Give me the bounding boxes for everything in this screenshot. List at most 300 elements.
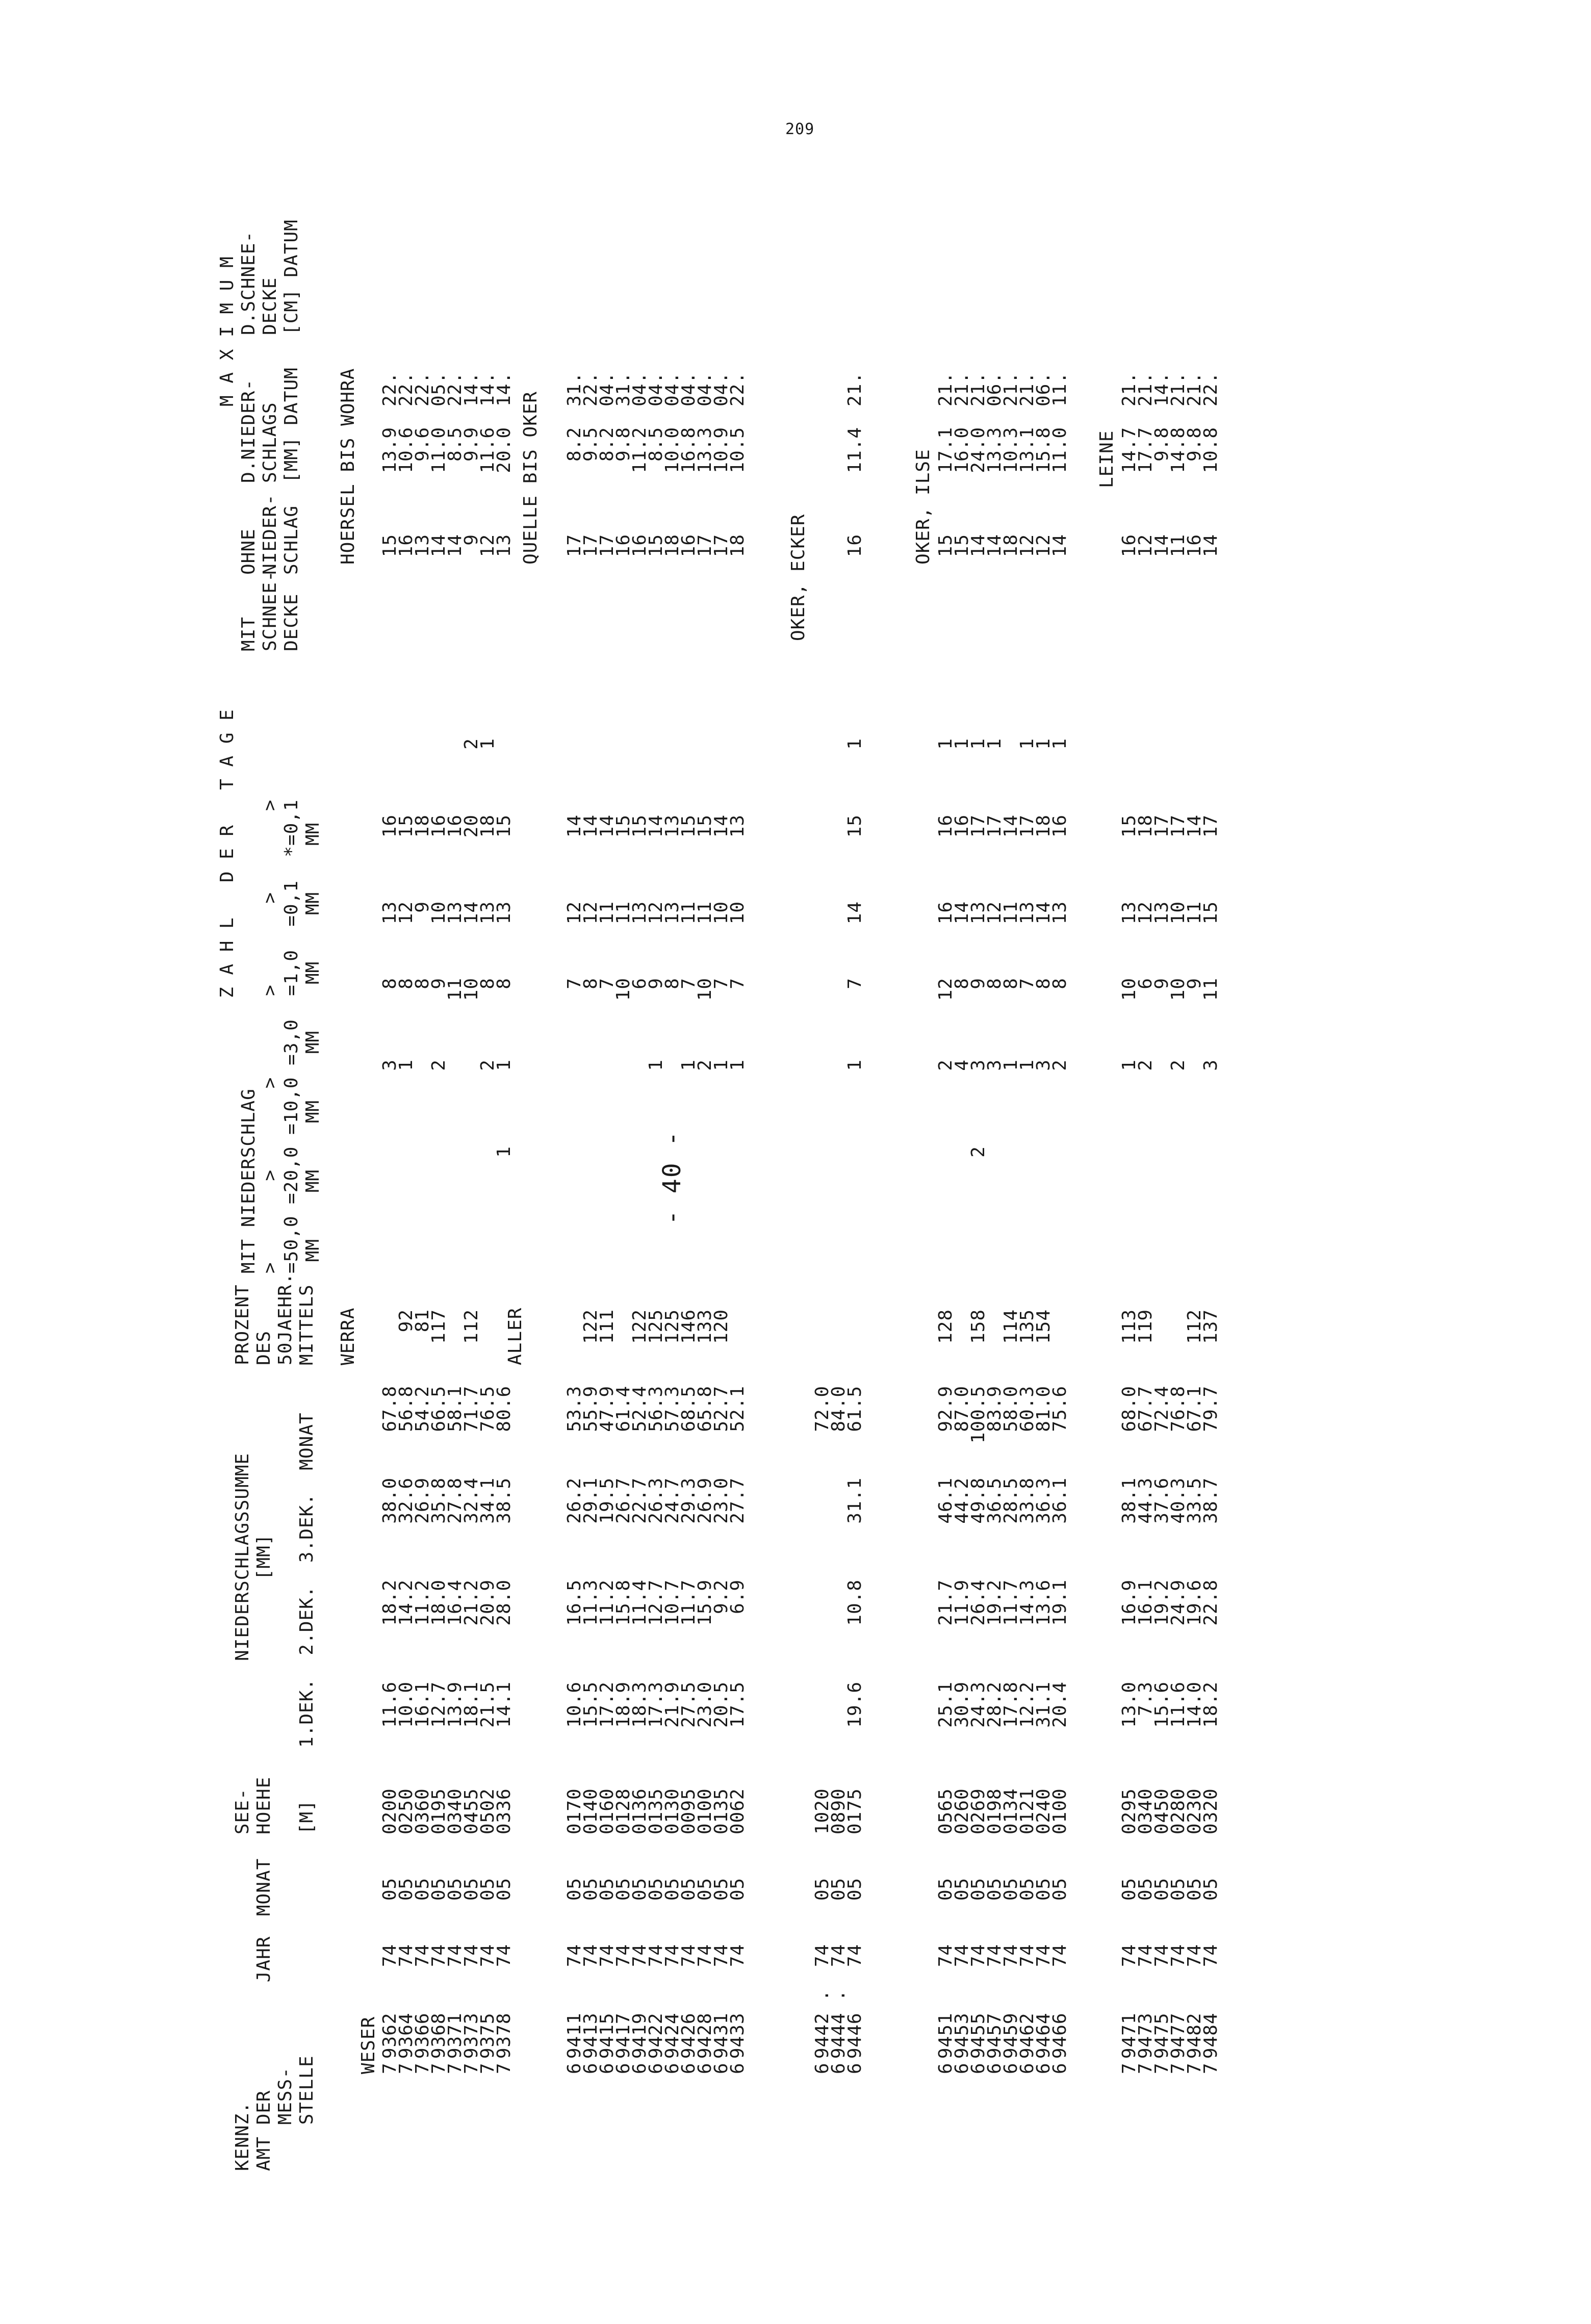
cell-d3: 29.3 xyxy=(678,1477,699,1524)
cell-yr: 74 xyxy=(984,1944,1005,1967)
cell-yr: 74 xyxy=(1017,1944,1038,1967)
cell-d1: 21.5 xyxy=(477,1681,498,1728)
cell-g10: 2 xyxy=(477,1059,498,1071)
cell-hoe: 0100 xyxy=(1049,1788,1070,1834)
cell-mon: 52.4 xyxy=(629,1386,650,1432)
cell-st: 9462 xyxy=(1017,2012,1038,2059)
cell-mo: 05 xyxy=(445,1877,466,1901)
cell-d2: 20.9 xyxy=(477,1579,498,1626)
cell-hoe: 0340 xyxy=(1135,1788,1156,1834)
cell-d1: 30.9 xyxy=(952,1681,972,1728)
cell-d1: 14.1 xyxy=(494,1681,515,1728)
cell-d2: 19.6 xyxy=(1184,1579,1205,1626)
cell-g10: 1 xyxy=(1119,1059,1140,1071)
cell-g1: 11 xyxy=(678,901,699,925)
cell-gm: 1 xyxy=(984,738,1005,750)
cell-hoe: 0135 xyxy=(711,1788,732,1834)
cell-g3: 8 xyxy=(494,978,515,989)
cell-d3: 38.1 xyxy=(1119,1477,1140,1524)
cell-mxn: 13.9 xyxy=(379,427,400,473)
cell-g3: 7 xyxy=(678,978,699,989)
cell-hoe: 0230 xyxy=(1184,1788,1205,1834)
cell-mo: 05 xyxy=(727,1877,748,1901)
cell-d2: 19.2 xyxy=(1151,1579,1172,1626)
cell-mo: 05 xyxy=(935,1877,956,1901)
cell-hoe: 0200 xyxy=(379,1788,400,1834)
cell-d1: 15.5 xyxy=(580,1681,601,1728)
cell-mxnd: 21. xyxy=(1000,371,1021,406)
cell-amt: 7 xyxy=(396,2062,417,2074)
cell-yr: 74 xyxy=(678,1944,699,1967)
cell-d3: 32.6 xyxy=(396,1477,417,1524)
cell-amt: 7 xyxy=(1200,2062,1221,2074)
cell-d3: 29.1 xyxy=(580,1477,601,1524)
cell-oh: 15 xyxy=(935,534,956,557)
cell-oh: 15 xyxy=(952,534,972,557)
max-region-label: QUELLE BIS OKER xyxy=(520,391,541,565)
cell-d1: 12.7 xyxy=(428,1681,449,1728)
cell-g1: 12 xyxy=(1135,901,1156,925)
cell-g3: 7 xyxy=(711,978,732,989)
cell-hoe: 0240 xyxy=(1033,1788,1054,1834)
cell-d1: 24.3 xyxy=(968,1681,989,1728)
cell-g1: 13 xyxy=(1049,901,1070,925)
cell-yr: 74 xyxy=(412,1944,433,1967)
cell-g01: 18 xyxy=(412,814,433,838)
cell-mo: 05 xyxy=(580,1877,601,1901)
cell-hoe: 0336 xyxy=(494,1788,515,1834)
cell-g1: 11 xyxy=(695,901,715,925)
cell-yr: 74 xyxy=(597,1944,618,1967)
cell-st: 9446 xyxy=(844,2012,865,2059)
cell-g3: 9 xyxy=(646,978,666,989)
cell-mxn: 10.3 xyxy=(1000,427,1021,473)
cell-d2: 24.9 xyxy=(1168,1579,1189,1626)
cell-mxn: 9.8 xyxy=(613,427,634,462)
cell-g10: 3 xyxy=(1200,1059,1221,1071)
cell-g01: 15 xyxy=(695,814,715,838)
cell-d3: 36.3 xyxy=(1033,1477,1054,1524)
cell-hoe: 0280 xyxy=(1168,1788,1189,1834)
cell-g1: 10 xyxy=(711,901,732,925)
cell-d3: 24.7 xyxy=(662,1477,683,1524)
cell-mon: 66.5 xyxy=(428,1386,449,1432)
cell-mon: 68.5 xyxy=(678,1386,699,1432)
cell-d3: 38.7 xyxy=(1200,1477,1221,1524)
cell-g3: 8 xyxy=(1000,978,1021,989)
cell-d1: 20.4 xyxy=(1049,1681,1070,1728)
cell-g1: 11 xyxy=(1184,901,1205,925)
cell-st: 9422 xyxy=(646,2012,666,2059)
cell-yr: 74 xyxy=(968,1944,989,1967)
cell-amt: 6 xyxy=(678,2062,699,2074)
cell-amt: 7 xyxy=(428,2062,449,2074)
cell-amt: 6 xyxy=(952,2062,972,2074)
region-label: ALLER xyxy=(505,1307,526,1365)
cell-mo: 05 xyxy=(1000,1877,1021,1901)
cell-d3: 36.5 xyxy=(984,1477,1005,1524)
cell-hoe: 0140 xyxy=(580,1788,601,1834)
cell-mon: 60.3 xyxy=(1017,1386,1038,1432)
cell-d3: 26.2 xyxy=(564,1477,585,1524)
cell-d1: 28.2 xyxy=(984,1681,1005,1728)
cell-d3: 44.3 xyxy=(1135,1477,1156,1524)
cell-yr: 74 xyxy=(646,1944,666,1967)
cell-mxnd: 21. xyxy=(844,371,865,406)
cell-amt: 7 xyxy=(1184,2062,1205,2074)
cell-mxnd: 06. xyxy=(984,371,1005,406)
cell-hoe: 0095 xyxy=(678,1788,699,1834)
cell-mon: 53.3 xyxy=(564,1386,585,1432)
cell-g01: 15 xyxy=(678,814,699,838)
cell-d1: 13.0 xyxy=(1119,1681,1140,1728)
cell-d3: 26.9 xyxy=(412,1477,433,1524)
cell-amt: 6 xyxy=(711,2062,732,2074)
cell-oh: 17 xyxy=(597,534,618,557)
cell-st: 9419 xyxy=(629,2012,650,2059)
cell-hoe: 0890 xyxy=(828,1788,849,1834)
cell-amt: 6 xyxy=(613,2062,634,2074)
cell-yr: 74 xyxy=(629,1944,650,1967)
table-row xyxy=(1050,0,1070,2324)
cell-g01: 17 xyxy=(1168,814,1189,838)
cell-pct: 119 xyxy=(1135,1309,1156,1344)
cell-oh: 12 xyxy=(1135,534,1156,557)
cell-st: 9459 xyxy=(1000,2012,1021,2059)
cell-yr: 74 xyxy=(428,1944,449,1967)
cell-hoe: 0260 xyxy=(952,1788,972,1834)
header-percent: PROZENT DES 50JAEHR. MITTELS xyxy=(232,1272,317,1365)
cell-oh: 16 xyxy=(629,534,650,557)
cell-mo: 05 xyxy=(844,1877,865,1901)
cell-mxn: 8.2 xyxy=(597,427,618,462)
cell-mo: 05 xyxy=(646,1877,666,1901)
cell-st: 9373 xyxy=(461,2012,482,2059)
cell-g1: 13 xyxy=(1151,901,1172,925)
cell-yr: 74 xyxy=(494,1944,515,1967)
cell-d1: 17.3 xyxy=(646,1681,666,1728)
header-ohne: OHNE NIEDER- SCHLAG xyxy=(238,494,302,575)
table-row xyxy=(845,0,865,2324)
cell-hoe: 0340 xyxy=(445,1788,466,1834)
cell-d3: 38.0 xyxy=(379,1477,400,1524)
cell-yr: 74 xyxy=(1135,1944,1156,1967)
cell-d3: 26.3 xyxy=(646,1477,666,1524)
cell-pct: 114 xyxy=(1000,1309,1021,1344)
cell-mxn: 11.0 xyxy=(428,427,449,473)
cell-mxn: 10.9 xyxy=(711,427,732,473)
cell-g3: 8 xyxy=(1033,978,1054,989)
cell-g10: 3 xyxy=(984,1059,1005,1071)
cell-d1: 7.3 xyxy=(1135,1681,1156,1717)
cell-mo: 05 xyxy=(1049,1877,1070,1901)
cell-g3: 7 xyxy=(564,978,585,989)
cell-mo: 05 xyxy=(597,1877,618,1901)
cell-mxn: 17.1 xyxy=(935,427,956,473)
cell-mon: 57.3 xyxy=(662,1386,683,1432)
cell-st: 9366 xyxy=(412,2012,433,2059)
cell-mon: 61.4 xyxy=(613,1386,634,1432)
cell-d1: 20.5 xyxy=(711,1681,732,1728)
cell-d3: 26.9 xyxy=(695,1477,715,1524)
table-row xyxy=(494,0,515,2324)
cell-st: 9375 xyxy=(477,2012,498,2059)
cell-g10: 1 xyxy=(396,1059,417,1071)
cell-hoe: 0121 xyxy=(1017,1788,1038,1834)
cell-d1: 17.2 xyxy=(597,1681,618,1728)
cell-d2: 22.8 xyxy=(1200,1579,1221,1626)
cell-mxnd: 05. xyxy=(428,371,449,406)
cell-pct: 92 xyxy=(396,1309,417,1333)
cell-d1: 15.6 xyxy=(1151,1681,1172,1728)
cell-hoe: 0062 xyxy=(727,1788,748,1834)
cell-g01: 14 xyxy=(646,814,666,838)
cell-g10: 2 xyxy=(1168,1059,1189,1071)
cell-d1: 25.1 xyxy=(935,1681,956,1728)
cell-gm: 2 xyxy=(461,738,482,750)
cell-mon: 52.7 xyxy=(711,1386,732,1432)
cell-hoe: 0160 xyxy=(597,1788,618,1834)
cell-st: 9364 xyxy=(396,2012,417,2059)
cell-mxnd: 22. xyxy=(396,371,417,406)
cell-amt: 6 xyxy=(1033,2062,1054,2074)
cell-st: 9457 xyxy=(984,2012,1005,2059)
cell-gm: 1 xyxy=(1033,738,1054,750)
cell-mxnd: 22. xyxy=(412,371,433,406)
cell-g01: 20 xyxy=(461,814,482,838)
cell-g1: 13 xyxy=(494,901,515,925)
cell-d3: 23.0 xyxy=(711,1477,732,1524)
cell-d2: 15.8 xyxy=(613,1579,634,1626)
cell-amt: 6 xyxy=(984,2062,1005,2074)
cell-g1: 10 xyxy=(428,901,449,925)
cell-g20: 2 xyxy=(968,1146,989,1158)
cell-st: 9413 xyxy=(580,2012,601,2059)
cell-yr: 74 xyxy=(844,1944,865,1967)
cell-hoe: 0295 xyxy=(1119,1788,1140,1834)
cell-mxnd: 14. xyxy=(477,371,498,406)
cell-mo: 05 xyxy=(1017,1877,1038,1901)
cell-pct: 128 xyxy=(935,1309,956,1344)
cell-g10: 2 xyxy=(428,1059,449,1071)
cell-yr: 74 xyxy=(445,1944,466,1967)
cell-g3: 12 xyxy=(935,978,956,1001)
cell-mon: 58.1 xyxy=(445,1386,466,1432)
header-maximum-title: M A X I M U M xyxy=(217,256,238,406)
cell-mon: 72.4 xyxy=(1151,1386,1172,1432)
cell-d3: 37.6 xyxy=(1151,1477,1172,1524)
cell-oh: 14 xyxy=(1200,534,1221,557)
sheet-label: - 40 - xyxy=(658,1130,686,1225)
cell-mon: 56.8 xyxy=(396,1386,417,1432)
header-max-schnee: D.SCHNEE- DECKE [CM] DATUM xyxy=(238,219,302,335)
cell-g3: 10 xyxy=(1168,978,1189,1001)
cell-d3: 33.5 xyxy=(1184,1477,1205,1524)
cell-g10: 3 xyxy=(1033,1059,1054,1071)
cell-mxn: 14.8 xyxy=(1168,427,1189,473)
cell-yr: 74 xyxy=(1184,1944,1205,1967)
river-label: WESER xyxy=(358,2016,379,2074)
cell-mo: 05 xyxy=(695,1877,715,1901)
cell-yr: 74 xyxy=(952,1944,972,1967)
cell-mxn: 9.8 xyxy=(1184,427,1205,462)
cell-g01: 15 xyxy=(613,814,634,838)
cell-st: 9431 xyxy=(711,2012,732,2059)
table-row xyxy=(728,0,748,2324)
cell-hoe: 0250 xyxy=(396,1788,417,1834)
cell-g1: 13 xyxy=(477,901,498,925)
cell-amt: 6 xyxy=(844,2062,865,2074)
cell-mxnd: 14. xyxy=(494,371,515,406)
cell-pct: 112 xyxy=(461,1309,482,1344)
cell-g1: 13 xyxy=(968,901,989,925)
cell-oh: 12 xyxy=(1033,534,1054,557)
cell-g1: 13 xyxy=(379,901,400,925)
cell-amt: 6 xyxy=(1049,2062,1070,2074)
cell-d2: 18.2 xyxy=(379,1579,400,1626)
cell-g1: 11 xyxy=(597,901,618,925)
cell-mxn: 13.3 xyxy=(984,427,1005,473)
cell-g1: 12 xyxy=(646,901,666,925)
cell-d2: 16.1 xyxy=(1135,1579,1156,1626)
cell-g01: 14 xyxy=(711,814,732,838)
cell-g01: 15 xyxy=(494,814,515,838)
cell-mxn: 17.7 xyxy=(1135,427,1156,473)
cell-oh: 13 xyxy=(494,534,515,557)
cell-mon: 68.0 xyxy=(1119,1386,1140,1432)
cell-d1: 16.1 xyxy=(412,1681,433,1728)
cell-d2: 11.4 xyxy=(629,1579,650,1626)
cell-g3: 8 xyxy=(580,978,601,989)
cell-mxn: 9.6 xyxy=(412,427,433,462)
cell-d3: 31.1 xyxy=(844,1477,865,1524)
cell-mon: 84.0 xyxy=(828,1386,849,1432)
cell-mxnd: 22. xyxy=(379,371,400,406)
cell-mxn: 10.5 xyxy=(727,427,748,473)
cell-oh: 14 xyxy=(984,534,1005,557)
cell-oh: 15 xyxy=(646,534,666,557)
cell-mo: 05 xyxy=(1184,1877,1205,1901)
cell-st: 9466 xyxy=(1049,2012,1070,2059)
cell-mxnd: 22. xyxy=(445,371,466,406)
cell-g01: 16 xyxy=(428,814,449,838)
cell-g01: 18 xyxy=(477,814,498,838)
cell-amt: 7 xyxy=(1168,2062,1189,2074)
cell-mon: 47.9 xyxy=(597,1386,618,1432)
cell-st: 9371 xyxy=(445,2012,466,2059)
cell-g3: 7 xyxy=(1017,978,1038,989)
cell-g1: 14 xyxy=(1033,901,1054,925)
cell-g01: 16 xyxy=(445,814,466,838)
cell-g01: 15 xyxy=(396,814,417,838)
cell-pct: 146 xyxy=(678,1309,699,1344)
cell-yr: 74 xyxy=(379,1944,400,1967)
cell-amt: 6 xyxy=(597,2062,618,2074)
cell-st: 9424 xyxy=(662,2012,683,2059)
cell-g10: 2 xyxy=(935,1059,956,1071)
cell-yr: 74 xyxy=(580,1944,601,1967)
cell-d1: 11.6 xyxy=(379,1681,400,1728)
cell-d1: 17.5 xyxy=(727,1681,748,1728)
cell-mo: 05 xyxy=(984,1877,1005,1901)
cell-mo: 05 xyxy=(1033,1877,1054,1901)
cell-d3: 40.3 xyxy=(1168,1477,1189,1524)
cell-yr: 74 xyxy=(613,1944,634,1967)
cell-mxnd: 31. xyxy=(564,371,585,406)
cell-g10: 1 xyxy=(494,1059,515,1071)
cell-g10: 1 xyxy=(1017,1059,1038,1071)
cell-pct: 120 xyxy=(711,1309,732,1344)
cell-mo: 05 xyxy=(711,1877,732,1901)
cell-g3: 10 xyxy=(613,978,634,1001)
cell-mon: 100.5 xyxy=(968,1386,989,1444)
cell-st: 9362 xyxy=(379,2012,400,2059)
cell-st: 9433 xyxy=(727,2012,748,2059)
cell-mo: 05 xyxy=(662,1877,683,1901)
cell-d3: 33.8 xyxy=(1017,1477,1038,1524)
cell-st: 9455 xyxy=(968,2012,989,2059)
cell-d2: 16.9 xyxy=(1119,1579,1140,1626)
cell-d1: 21.9 xyxy=(662,1681,683,1728)
cell-g10: 3 xyxy=(968,1059,989,1071)
cell-pct: 133 xyxy=(695,1309,715,1344)
cell-oh: 16 xyxy=(1119,534,1140,557)
cell-gm: 1 xyxy=(477,738,498,750)
cell-mxn: 10.6 xyxy=(396,427,417,473)
header-tage-title: Z A H L D E R T A G E xyxy=(217,709,238,998)
cell-amt: 6 xyxy=(629,2062,650,2074)
header-elevation: SEE- HOEHE [M] xyxy=(232,1776,317,1834)
cell-st: 9477 xyxy=(1168,2012,1189,2059)
cell-g3: 8 xyxy=(662,978,683,989)
cell-mxn: 9.9 xyxy=(461,427,482,462)
cell-d3: 46.1 xyxy=(935,1477,956,1524)
cell-mo: 05 xyxy=(564,1877,585,1901)
cell-amt: 7 xyxy=(477,2062,498,2074)
header-station: KENNZ. AMT DER MESS- STELLE xyxy=(232,2055,317,2171)
cell-oh: 17 xyxy=(711,534,732,557)
cell-hoe: 0198 xyxy=(984,1788,1005,1834)
cell-mon: 65.8 xyxy=(695,1386,715,1432)
cell-g01: 17 xyxy=(984,814,1005,838)
cell-g01: 14 xyxy=(597,814,618,838)
cell-g1: 14 xyxy=(461,901,482,925)
cell-st: 9451 xyxy=(935,2012,956,2059)
cell-mo: 05 xyxy=(629,1877,650,1901)
cell-g10: 1 xyxy=(646,1059,666,1071)
cell-amt: 6 xyxy=(812,2062,833,2074)
cell-mxnd: 04. xyxy=(662,371,683,406)
cell-mxn: 13.3 xyxy=(695,427,715,473)
cell-g3: 8 xyxy=(396,978,417,989)
cell-d3: 27.7 xyxy=(727,1477,748,1524)
cell-g1: 11 xyxy=(613,901,634,925)
region-label: WERRA xyxy=(338,1307,358,1365)
cell-g10: 1 xyxy=(727,1059,748,1071)
cell-oh: 14 xyxy=(1049,534,1070,557)
cell-g3: 9 xyxy=(428,978,449,989)
cell-hoe: 0269 xyxy=(968,1788,989,1834)
cell-g01: 15 xyxy=(1119,814,1140,838)
cell-g1: 15 xyxy=(1200,901,1221,925)
cell-mxn: 9.8 xyxy=(1151,427,1172,462)
cell-mo: 05 xyxy=(1119,1877,1140,1901)
cell-g3: 9 xyxy=(1151,978,1172,989)
cell-amt: 6 xyxy=(1017,2062,1038,2074)
cell-d2: 11.7 xyxy=(678,1579,699,1626)
cell-g3: 7 xyxy=(597,978,618,989)
cell-gm: 1 xyxy=(952,738,972,750)
